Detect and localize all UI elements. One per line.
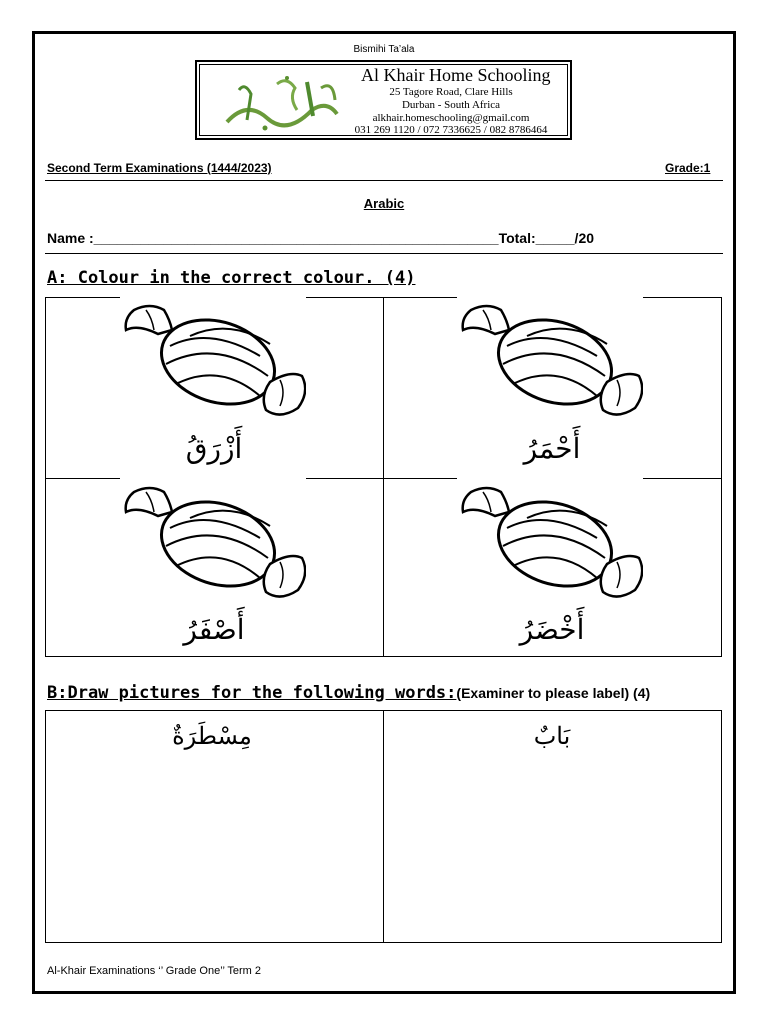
name-line [47, 230, 594, 246]
name-label: Name :____________________________________________________ [47, 230, 499, 246]
word-ruler: مِسْطَرَةٌ [172, 722, 252, 750]
section-b-title [47, 683, 650, 703]
section-a-title: A: Colour in the correct colour. (4) [47, 268, 416, 288]
phone-line: 031 269 1120 / 072 7336625 / 082 8786464 [354, 124, 548, 136]
email-line: alkhair.homeschooling@gmail.com [372, 112, 530, 124]
bismihi-text: Bismihi Ta’ala [353, 44, 415, 55]
school-name: Al Khair Home Schooling [361, 65, 551, 85]
candy-icon [457, 296, 643, 422]
exam-title: Second Term Examinations (1444/2023) [47, 161, 272, 175]
word-red: أَحْمَرُ [523, 432, 581, 465]
candy-icon [120, 478, 306, 604]
subject-title: Arabic [363, 196, 405, 211]
grade-label: Grade:1 [665, 161, 711, 175]
word-green: أَخْضَرُ [519, 613, 585, 646]
word-yellow: أَصْفَرُ [183, 613, 245, 646]
header-divider [45, 180, 723, 181]
footer-text: Al-Khair Examinations ‘’ Grade One’’ Term 2 [47, 965, 261, 977]
candy-icon [457, 478, 643, 604]
school-letterhead [195, 60, 572, 140]
name-divider [45, 253, 723, 254]
school-logo-calligraphy [217, 70, 347, 134]
section-b-heading: B:Draw pictures for the following words: [47, 683, 457, 703]
address-line-1: 25 Tagore Road, Clare Hills [389, 86, 513, 98]
total-label: Total:_____/20 [498, 230, 595, 246]
word-door: بَابٌ [533, 722, 571, 750]
address-line-2: Durban - South Africa [401, 99, 501, 111]
candy-icon [120, 296, 306, 422]
word-blue: أَزْرَقُ [185, 432, 243, 465]
section-b-subtitle: (Examiner to please label) (4) [456, 685, 651, 701]
section-a-vertical-divider [383, 297, 384, 657]
